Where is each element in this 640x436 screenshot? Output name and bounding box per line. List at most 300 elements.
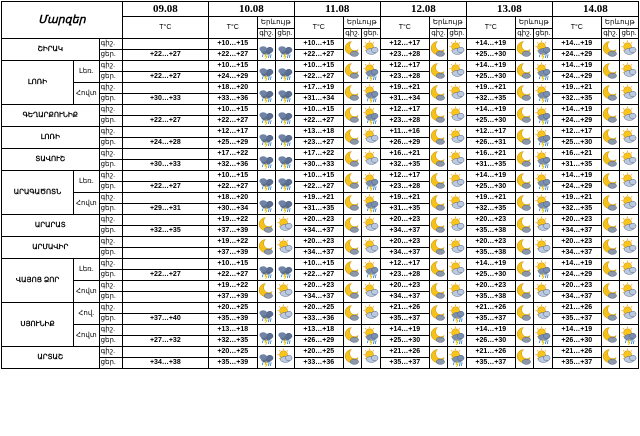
day-weather-icon — [448, 325, 467, 347]
table-row — [2, 303, 639, 314]
temp-night: +14…+19 — [552, 105, 601, 116]
temp-night: +20…+25 — [208, 303, 257, 314]
temp-night: +10…+15 — [294, 61, 343, 72]
night-weather-icon — [601, 83, 620, 105]
temp-night: +20…+25 — [294, 347, 343, 358]
cloud-icon — [609, 359, 617, 364]
region-name: ՍՅՈՒՆԻՔ — [2, 303, 74, 347]
cloud-icon — [351, 293, 359, 298]
temp-day: +34…+37 — [552, 248, 601, 259]
temp-night: +19…+21 — [380, 193, 429, 204]
day-weather-icon — [362, 237, 381, 259]
day-label: ցեր. — [99, 204, 122, 215]
temp-day: +30…+33 — [294, 160, 343, 171]
day-label: ցեր. — [99, 358, 122, 369]
temp-day: +23…+28 — [380, 50, 429, 61]
temp-night: +13…+18 — [208, 325, 257, 336]
temp-night: +12…+17 — [466, 127, 515, 138]
temp-night: +19…+22 — [208, 237, 257, 248]
day-label: ցեր. — [99, 160, 122, 171]
table-row — [2, 259, 639, 270]
temp-day: +35…+37 — [466, 358, 515, 369]
temp-day: +30…+34 — [208, 204, 257, 215]
temp-night: +20…+23 — [466, 281, 515, 292]
day-weather-icon — [534, 127, 553, 149]
night-weather-icon — [429, 171, 448, 193]
temp-day: +22…+27 — [294, 50, 343, 61]
cloud-icon — [523, 205, 531, 210]
night-weather-icon — [601, 215, 620, 237]
temp-day: +25…+30 — [466, 182, 515, 193]
temp-day: +24…+28 — [122, 138, 208, 149]
cloud-icon — [351, 161, 359, 166]
table-row — [2, 325, 639, 336]
temp-day: +35…+37 — [380, 358, 429, 369]
temp-day: +25…+29 — [208, 138, 257, 149]
day-weather-icon — [620, 215, 639, 237]
cloud-icon — [351, 183, 359, 188]
day-weather-icon — [362, 39, 381, 61]
night-column-header: գիշ. — [601, 29, 620, 39]
night-weather-icon — [601, 149, 620, 171]
zone-name: Լեռ. — [74, 259, 100, 281]
cloud-icon — [351, 117, 359, 122]
night-weather-icon — [257, 127, 276, 149]
temp-day: +25…+30 — [466, 50, 515, 61]
region-name: ՇԻՐԱԿ — [2, 39, 100, 61]
table-row — [2, 149, 639, 160]
day-weather-icon — [534, 259, 553, 281]
temp-night: +19…+22 — [208, 215, 257, 226]
night-label: գիշ. — [99, 83, 122, 94]
region-name: ԱՐԱԳԱԾՈՏՆ — [2, 171, 74, 215]
temp-day: +32…+35 — [552, 204, 601, 215]
temp-night: +18…+20 — [208, 193, 257, 204]
temp-day: +32…+35 — [466, 94, 515, 105]
cloud-icon — [523, 117, 531, 122]
temp-night: +12…+17 — [552, 127, 601, 138]
cloud-icon — [351, 271, 359, 276]
temp-day: +22…+27 — [122, 50, 208, 61]
day-weather-icon — [620, 171, 639, 193]
cloud-icon — [437, 271, 445, 276]
day-column-header: ցեր. — [277, 29, 293, 37]
cloud-icon — [437, 359, 445, 364]
night-label: գիշ. — [99, 61, 122, 72]
day-weather-icon — [448, 281, 467, 303]
zone-name: Հովտ — [74, 83, 100, 105]
temp-day: +25…+30 — [466, 72, 515, 83]
cloud-icon — [351, 315, 359, 320]
temp-day: +22…+27 — [294, 116, 343, 127]
night-weather-icon — [343, 237, 362, 259]
cloud-icon — [523, 161, 531, 166]
temp-day: +23…+28 — [380, 116, 429, 127]
temp-night: +14…+19 — [552, 171, 601, 182]
day-weather-icon — [534, 61, 553, 83]
day-weather-icon — [534, 39, 553, 61]
night-weather-icon — [343, 193, 362, 215]
temp-night: +19…+21 — [466, 193, 515, 204]
temp-day: +32…+35 — [552, 94, 601, 105]
day-label: ցեր. — [99, 138, 122, 149]
cloud-icon — [609, 139, 617, 144]
temp-day: +31…+35 — [466, 160, 515, 171]
cloud-icon — [609, 205, 617, 210]
temp-column-header: T°C — [122, 17, 208, 39]
night-weather-icon — [257, 105, 276, 127]
temp-night: +14…+19 — [380, 325, 429, 336]
cloud-icon — [351, 139, 359, 144]
night-weather-icon — [601, 281, 620, 303]
day-weather-icon — [448, 303, 467, 325]
temp-day: +35…+38 — [466, 226, 515, 237]
day-weather-icon — [362, 281, 381, 303]
day-label: ցեր. — [99, 182, 122, 193]
temp-column-header: T°C — [380, 17, 429, 39]
day-weather-icon — [276, 127, 295, 149]
temp-night: +20…+25 — [208, 347, 257, 358]
date-header: 14.08 — [552, 2, 638, 17]
temp-day: +22…+27 — [294, 72, 343, 83]
table-row — [2, 281, 639, 292]
temp-day: +34…+37 — [380, 248, 429, 259]
region-name: ՎԱՅՈՑ ՁՈՐ — [2, 259, 74, 303]
night-label: գիշ. — [99, 281, 122, 292]
cloud-icon — [609, 73, 617, 78]
night-weather-icon — [515, 83, 534, 105]
temp-night: +20…+23 — [552, 281, 601, 292]
zone-name: Հովտ — [74, 193, 100, 215]
temp-day: +33…+36 — [208, 94, 257, 105]
temp-day: +26…+31 — [466, 138, 515, 149]
temp-night: +17…+22 — [208, 149, 257, 160]
night-weather-icon — [601, 237, 620, 259]
cloud-icon — [609, 227, 617, 232]
temp-day: +24…+29 — [552, 182, 601, 193]
night-weather-icon — [429, 281, 448, 303]
cloud-icon — [523, 51, 531, 56]
temp-day: +34…+37 — [294, 226, 343, 237]
region-name: ՏԱՎՈՒՇ — [2, 149, 100, 171]
cloud-icon — [523, 249, 531, 254]
day-label: ցեր. — [99, 50, 122, 61]
forecast-table — [1, 1, 639, 369]
night-weather-icon — [429, 347, 448, 369]
cloud-icon — [265, 249, 273, 254]
night-weather-icon — [343, 127, 362, 149]
day-weather-icon — [276, 61, 295, 83]
night-weather-icon — [257, 281, 276, 303]
night-weather-icon — [343, 83, 362, 105]
temp-night — [122, 215, 208, 226]
temp-night: +19…+21 — [552, 193, 601, 204]
temp-night: +10…+15 — [208, 259, 257, 270]
temp-day: +25…+30 — [466, 270, 515, 281]
night-label: գիշ. — [99, 193, 122, 204]
temp-night: +20…+23 — [294, 237, 343, 248]
night-weather-icon — [515, 39, 534, 61]
day-weather-icon — [276, 303, 295, 325]
night-weather-icon — [515, 281, 534, 303]
cloud-icon — [437, 139, 445, 144]
temp-night — [122, 237, 208, 248]
temp-night: +10…+15 — [294, 39, 343, 50]
cloud-icon — [437, 227, 445, 232]
temp-night — [122, 325, 208, 336]
day-weather-icon — [534, 303, 553, 325]
temp-night: +20…+23 — [294, 281, 343, 292]
zone-name: Հովտ — [74, 281, 100, 303]
temp-day: +24…+29 — [552, 72, 601, 83]
day-label: ցեր. — [99, 292, 122, 303]
day-label: ցեր. — [99, 94, 122, 105]
night-weather-icon — [515, 303, 534, 325]
temp-day: +34…+37 — [552, 226, 601, 237]
night-weather-icon — [257, 39, 276, 61]
night-weather-icon — [515, 237, 534, 259]
cloud-icon — [437, 161, 445, 166]
day-weather-icon — [448, 237, 467, 259]
cloud-icon — [609, 117, 617, 122]
temp-column-header: T°C — [294, 17, 343, 39]
table-row — [2, 237, 639, 248]
temp-night: +21…+26 — [552, 347, 601, 358]
temp-night: +21…+26 — [380, 303, 429, 314]
cloud-icon — [437, 293, 445, 298]
night-weather-icon — [601, 39, 620, 61]
temp-day: +35…+38 — [466, 248, 515, 259]
temp-day: +22…+27 — [294, 270, 343, 281]
temp-day: +30…+33 — [122, 160, 208, 171]
temp-day: +27…+32 — [122, 336, 208, 347]
temp-night: +19…+21 — [294, 193, 343, 204]
temp-day: +22…+27 — [294, 182, 343, 193]
day-weather-icon — [448, 61, 467, 83]
temp-column-header: T°C — [466, 17, 515, 39]
temp-night — [122, 281, 208, 292]
temp-day: +32…+35 — [466, 204, 515, 215]
temp-day: +34…+37 — [552, 292, 601, 303]
zone-name: Հովտ — [74, 325, 100, 347]
night-label: գիշ. — [99, 347, 122, 358]
night-weather-icon — [515, 259, 534, 281]
cloud-icon — [437, 183, 445, 188]
temp-night — [122, 83, 208, 94]
region-name: ԼՈՌԻ — [2, 61, 74, 105]
night-weather-icon — [515, 347, 534, 369]
zone-name: Լեռ. — [74, 171, 100, 193]
day-weather-icon — [534, 105, 553, 127]
temp-night: +21…+26 — [380, 347, 429, 358]
table-row — [2, 193, 639, 204]
night-weather-icon — [429, 237, 448, 259]
temp-day: +35…+38 — [466, 292, 515, 303]
night-weather-icon — [257, 347, 276, 369]
day-weather-icon — [276, 171, 295, 193]
day-label: ցեր. — [99, 72, 122, 83]
night-column-header: գիշ. — [343, 29, 362, 39]
night-weather-icon — [515, 325, 534, 347]
day-weather-icon — [276, 259, 295, 281]
temp-night: +17…+19 — [294, 83, 343, 94]
day-column-header: ցեր. — [363, 29, 379, 37]
cloud-icon — [523, 139, 531, 144]
night-weather-icon — [343, 259, 362, 281]
day-weather-icon — [362, 325, 381, 347]
day-weather-icon — [620, 237, 639, 259]
day-weather-icon — [620, 105, 639, 127]
temp-day: +26…+29 — [294, 336, 343, 347]
day-weather-icon — [362, 171, 381, 193]
night-weather-icon — [515, 105, 534, 127]
night-label: գիշ. — [99, 149, 122, 160]
temp-night: +11…+16 — [380, 127, 429, 138]
temp-night: +10…+15 — [208, 61, 257, 72]
day-weather-icon — [448, 347, 467, 369]
cloud-icon — [609, 293, 617, 298]
cloud-icon — [523, 293, 531, 298]
cloud-icon — [351, 73, 359, 78]
cloud-icon — [609, 95, 617, 100]
night-weather-icon — [257, 259, 276, 281]
day-weather-icon — [362, 61, 381, 83]
day-weather-icon — [276, 39, 295, 61]
day-weather-icon — [362, 83, 381, 105]
day-weather-icon — [362, 105, 381, 127]
temp-day: +26…+29 — [380, 138, 429, 149]
temp-night: +14…+19 — [552, 259, 601, 270]
temp-day: +23…+28 — [380, 270, 429, 281]
night-weather-icon — [515, 193, 534, 215]
temp-day: +29…+31 — [122, 204, 208, 215]
day-label: ցեր. — [99, 226, 122, 237]
day-weather-icon — [276, 149, 295, 171]
zone-name: Լեռ. — [74, 61, 100, 83]
night-weather-icon — [257, 149, 276, 171]
night-label: գիշ. — [99, 39, 122, 50]
day-weather-icon — [276, 237, 295, 259]
temp-night: +14…+19 — [466, 325, 515, 336]
phenomena-column-header: Երևույթ — [343, 17, 380, 29]
temp-night: +20…+23 — [380, 281, 429, 292]
temp-night: +14…+19 — [466, 171, 515, 182]
temp-night: +12…+17 — [380, 171, 429, 182]
night-weather-icon — [429, 259, 448, 281]
table-row — [2, 61, 639, 72]
temp-night: +21…+26 — [466, 347, 515, 358]
temp-night: +14…+19 — [552, 61, 601, 72]
cloud-icon — [437, 337, 445, 342]
temp-night: +14…+19 — [552, 325, 601, 336]
temp-day: +31…+35 — [294, 204, 343, 215]
temp-night: +20…+23 — [466, 237, 515, 248]
cloud-icon — [351, 337, 359, 342]
date-header: 12.08 — [380, 2, 466, 17]
cloud-icon — [523, 359, 531, 364]
temp-night — [122, 39, 208, 50]
table-row — [2, 215, 639, 226]
day-weather-icon — [448, 171, 467, 193]
temp-day: +35…+37 — [552, 314, 601, 325]
region-name: ԱՐՄԱՎԻՐ — [2, 237, 100, 259]
day-weather-icon — [620, 259, 639, 281]
day-weather-icon — [620, 83, 639, 105]
night-weather-icon — [343, 215, 362, 237]
region-name: ԱՐՏԱՇ — [2, 347, 100, 369]
cloud-icon — [265, 293, 273, 298]
day-weather-icon — [620, 61, 639, 83]
temp-day: +32…+36 — [208, 160, 257, 171]
temp-day: +30…+33 — [122, 94, 208, 105]
night-label: գիշ. — [99, 215, 122, 226]
phenomena-column-header: Երևույթ — [257, 17, 294, 29]
day-weather-icon — [620, 39, 639, 61]
cloud-icon — [437, 95, 445, 100]
temp-day: +33…+36 — [294, 358, 343, 369]
day-weather-icon — [362, 193, 381, 215]
day-weather-icon — [276, 105, 295, 127]
day-weather-icon — [620, 127, 639, 149]
date-header: 10.08 — [208, 2, 294, 17]
night-weather-icon — [343, 347, 362, 369]
table-row — [2, 171, 639, 182]
night-weather-icon — [601, 259, 620, 281]
temp-day: +25…+30 — [466, 116, 515, 127]
day-weather-icon — [448, 83, 467, 105]
phenomena-column-header: Երևույթ — [429, 17, 466, 29]
temp-night: +10…+15 — [208, 39, 257, 50]
cloud-icon — [523, 73, 531, 78]
temp-day: +23…+28 — [380, 72, 429, 83]
zone-name: Հով. — [74, 303, 100, 325]
night-weather-icon — [429, 127, 448, 149]
temp-day: +24…+29 — [552, 50, 601, 61]
day-weather-icon — [448, 127, 467, 149]
temp-day: +37…+40 — [122, 314, 208, 325]
temp-night: +14…+19 — [552, 39, 601, 50]
night-weather-icon — [601, 347, 620, 369]
temp-night — [122, 193, 208, 204]
temp-night: +14…+19 — [466, 259, 515, 270]
temp-night: +13…+18 — [294, 325, 343, 336]
temp-day: +35…+39 — [208, 314, 257, 325]
cloud-icon — [609, 271, 617, 276]
day-column-header: ցեր. — [449, 29, 465, 37]
night-label: գիշ. — [99, 171, 122, 182]
temp-day: +37…+39 — [208, 292, 257, 303]
night-label: գիշ. — [99, 259, 122, 270]
temp-day: +31…+34 — [294, 94, 343, 105]
phenomena-column-header: Երևույթ — [515, 17, 552, 29]
day-column-header: ցեր. — [621, 29, 637, 37]
temp-day: +24…+29 — [208, 72, 257, 83]
night-weather-icon — [343, 325, 362, 347]
temp-night: +10…+15 — [294, 105, 343, 116]
night-weather-icon — [257, 215, 276, 237]
cloud-icon — [523, 183, 531, 188]
day-weather-icon — [534, 325, 553, 347]
temp-night: +10…+15 — [294, 171, 343, 182]
cloud-icon — [351, 359, 359, 364]
region-name: ԼՈՌԻ — [2, 127, 100, 149]
temp-day: +34…+37 — [294, 292, 343, 303]
day-weather-icon — [448, 193, 467, 215]
temp-night: +19…+21 — [552, 83, 601, 94]
temp-night: +13…+18 — [294, 127, 343, 138]
cloud-icon — [351, 205, 359, 210]
cloud-icon — [523, 315, 531, 320]
